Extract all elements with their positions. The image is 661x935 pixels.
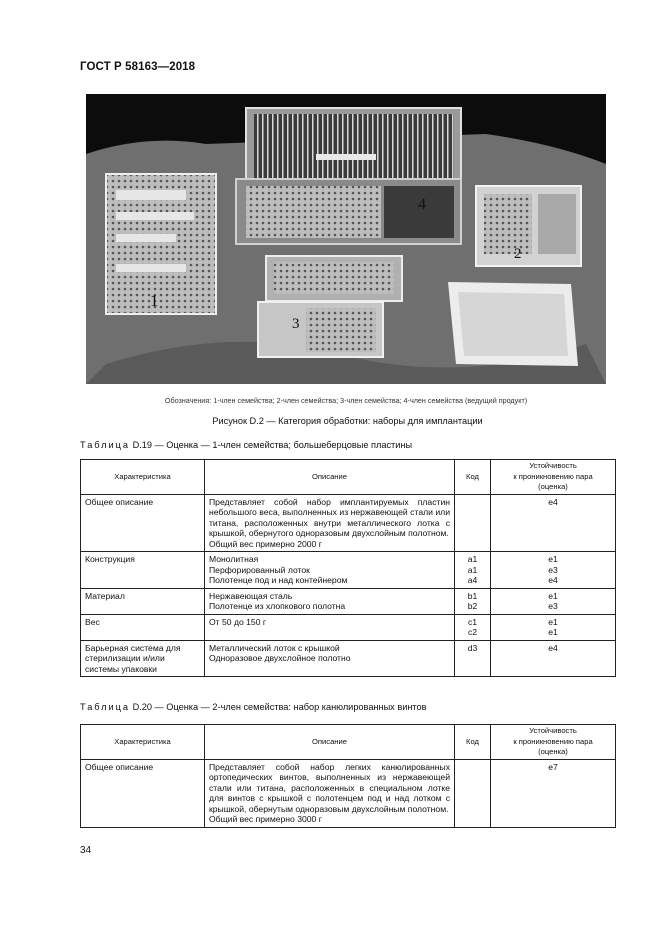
page-number: 34 bbox=[80, 845, 92, 856]
figure-photo bbox=[86, 94, 606, 384]
description-text: Полотенце из хлопкового полотна bbox=[209, 601, 346, 611]
header-code: Код bbox=[455, 460, 491, 495]
table-row bbox=[81, 640, 616, 677]
document-header: ГОСТ Р 58163—2018 bbox=[80, 61, 196, 73]
figure-legend: Обозначения: 1-член семейства; 2-член семейства; 3-член семейства; 4-член семейства (ведущий продукт) bbox=[164, 396, 528, 405]
cell-characteristic: Общее описание bbox=[81, 759, 205, 827]
cell-description bbox=[205, 552, 455, 589]
description-text: Полотенце под и над контейнером bbox=[209, 575, 348, 585]
header-characteristic: Характеристика bbox=[81, 725, 205, 760]
header-resistance-line: к проникновению пара bbox=[513, 736, 593, 746]
header-characteristic: Характеристика bbox=[81, 460, 205, 495]
cell-description bbox=[205, 759, 455, 827]
description-text: Металлический лоток с крышкой bbox=[209, 642, 340, 653]
table-caption-prefix: Таблица bbox=[80, 702, 131, 712]
code-value: a1 bbox=[467, 554, 478, 564]
figure-label-3: 3 bbox=[292, 316, 300, 332]
resistance-value: e1 bbox=[548, 590, 558, 601]
figure-label-1: 1 bbox=[150, 291, 159, 310]
description-text: Представляет собой набор легких канюлированных ортопедических винтов, выполненных из нержавеющей стали или титана, расположенных в специальном лотке для винтов с крышкой с полотенцем под и над лотком с крышкой, обернутым одноразовым двухслойным полотном. bbox=[209, 761, 450, 814]
cell-resistance bbox=[491, 588, 616, 614]
description-text: Общий вес примерно 2000 г bbox=[209, 538, 322, 549]
table-row bbox=[81, 614, 616, 640]
cell-resistance: e7 bbox=[491, 759, 616, 827]
table-row bbox=[81, 552, 616, 589]
description-text: Одноразовое двухслойное полотно bbox=[209, 653, 351, 663]
description-text: Общий вес примерно 3000 г bbox=[209, 814, 322, 824]
cell-code bbox=[455, 552, 491, 589]
header-resistance bbox=[491, 460, 616, 495]
cell-code bbox=[455, 614, 491, 640]
figure-label-4: 4 bbox=[418, 196, 426, 213]
header-code: Код bbox=[455, 725, 491, 760]
resistance-value: e1 bbox=[548, 616, 558, 627]
cell-code bbox=[455, 494, 491, 552]
instrument-sets-image bbox=[86, 94, 606, 384]
table-caption-d19 bbox=[80, 440, 412, 450]
cell-code: d3 bbox=[455, 640, 491, 677]
description-text: Представляет собой набор имплантируемых пластин небольшого веса, выполненных из нержавеющей стали или титана, расположенных внутри металлического лотка с крышкой, обернутого одноразовым двухслойным полотном. bbox=[209, 496, 450, 538]
cell-description bbox=[205, 588, 455, 614]
figure-label-2: 2 bbox=[514, 246, 522, 262]
code-value: a1 bbox=[467, 564, 478, 575]
code-value: c1 bbox=[467, 616, 478, 627]
description-text: Перфорированный лоток bbox=[209, 564, 310, 575]
cell-description bbox=[205, 494, 455, 552]
header-resistance-line: (оценка) bbox=[538, 482, 568, 491]
cell-characteristic: Материал bbox=[81, 588, 205, 614]
header-description: Описание bbox=[205, 460, 455, 495]
table-d20 bbox=[80, 724, 616, 828]
cell-description bbox=[205, 640, 455, 677]
cell-characteristic: Вес bbox=[81, 614, 205, 640]
header-resistance-line: Устойчивость bbox=[529, 461, 577, 470]
code-value: a4 bbox=[467, 575, 478, 585]
cell-characteristic: Общее описание bbox=[81, 494, 205, 552]
resistance-value: e3 bbox=[548, 564, 558, 575]
header-resistance-line: к проникновению пара bbox=[513, 471, 593, 481]
figure-caption: Рисунок D.2 — Категория обработки: наборы для имплантации bbox=[212, 416, 483, 426]
description-text: Нержавеющая сталь bbox=[209, 590, 293, 601]
table-header-row bbox=[81, 460, 616, 495]
cell-code bbox=[455, 759, 491, 827]
table-row bbox=[81, 588, 616, 614]
table-caption-prefix: Таблица bbox=[80, 440, 131, 450]
header-resistance-line: Устойчивость bbox=[529, 726, 577, 735]
resistance-value: e1 bbox=[548, 627, 558, 637]
table-row bbox=[81, 759, 616, 827]
code-value: b2 bbox=[467, 601, 478, 611]
table-d19 bbox=[80, 459, 616, 677]
header-resistance-line: (оценка) bbox=[538, 747, 568, 756]
cell-code bbox=[455, 588, 491, 614]
header-description: Описание bbox=[205, 725, 455, 760]
cell-resistance bbox=[491, 552, 616, 589]
cell-resistance: e4 bbox=[491, 494, 616, 552]
table-caption-text: D.19 — Оценка — 1-член семейства; большеберцовые пластины bbox=[132, 440, 413, 450]
cell-description: От 50 до 150 г bbox=[205, 614, 455, 640]
cell-characteristic: Барьерная система для стерилизации и/или системы упаковки bbox=[81, 640, 205, 677]
table-caption-text: D.20 — Оценка — 2-член семейства: набор канюлированных винтов bbox=[132, 702, 427, 712]
cell-resistance bbox=[491, 614, 616, 640]
description-text: Монолитная bbox=[209, 554, 259, 564]
cell-resistance: e4 bbox=[491, 640, 616, 677]
table-header-row bbox=[81, 725, 616, 760]
header-resistance bbox=[491, 725, 616, 760]
resistance-value: e1 bbox=[548, 554, 558, 564]
cell-characteristic: Конструкция bbox=[81, 552, 205, 589]
table-caption-d20 bbox=[80, 702, 427, 712]
resistance-value: e3 bbox=[548, 601, 558, 611]
table-row bbox=[81, 494, 616, 552]
code-value: b1 bbox=[467, 590, 478, 601]
code-value: c2 bbox=[467, 627, 478, 637]
resistance-value: e4 bbox=[548, 575, 558, 585]
